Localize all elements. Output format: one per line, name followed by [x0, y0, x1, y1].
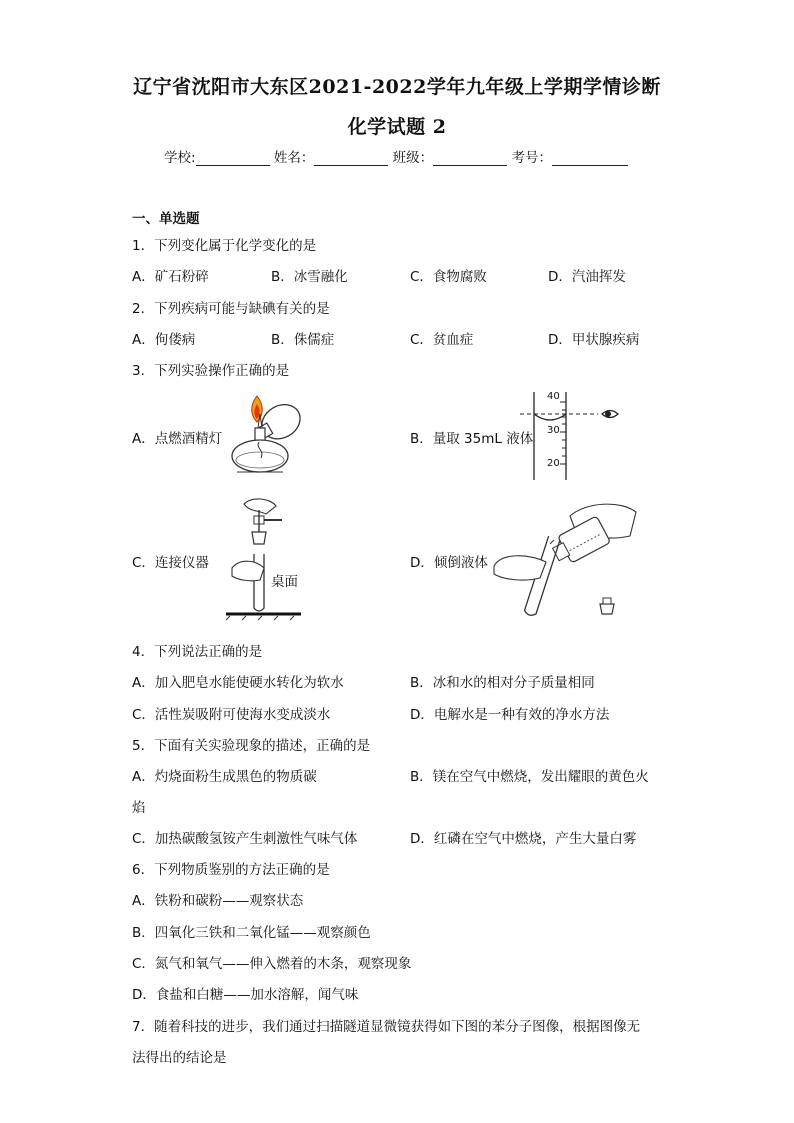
- connect-apparatus-figure: [226, 496, 301, 620]
- q2-stem: 2．下列疾病可能与缺碘有关的是: [132, 301, 330, 317]
- alcohol-lamp-figure: [225, 388, 310, 476]
- class-label: 班级：: [392, 150, 434, 166]
- cylinder-mark-40: 40: [547, 391, 560, 402]
- q4-option-c: C．活性炭吸附可使海水变成淡水: [132, 707, 331, 723]
- q2-option-a: A．佝偻病: [132, 332, 196, 348]
- q6-option-a: A．铁粉和碳粉——观察状态: [132, 893, 304, 909]
- q5-option-a: A．灼烧面粉生成黑色的物质碳: [132, 769, 317, 785]
- q6-option-c: C．氮气和氧气——伸入燃着的木条，观察现象: [132, 956, 412, 972]
- q3-option-c: C．连接仪器: [132, 555, 209, 571]
- q4-option-b: B．冰和水的相对分子质量相同: [410, 675, 595, 691]
- exam-no-blank[interactable]: [552, 151, 628, 166]
- q3-option-b: B．量取 35mL 液体: [410, 431, 534, 447]
- name-label: 姓名：: [273, 150, 315, 166]
- desk-label: 桌面: [271, 574, 298, 590]
- q4-option-a: A．加入肥皂水能使硬水转化为软水: [132, 675, 344, 691]
- q5-stem: 5．下面有关实验现象的描述，正确的是: [132, 738, 371, 754]
- pour-liquid-figure: [490, 496, 640, 622]
- q3-stem: 3．下列实验操作正确的是: [132, 363, 290, 379]
- q6-option-d: D．食盐和白糖——加水溶解，闻气味: [132, 987, 359, 1003]
- q2-option-d: D．甲状腺疾病: [548, 332, 640, 348]
- q2-option-c: C．贫血症: [410, 332, 474, 348]
- page-subtitle: 化学试题 2: [347, 116, 447, 138]
- student-info-row: [164, 146, 628, 166]
- page-title: 辽宁省沈阳市大东区2021-2022学年九年级上学期学情诊断: [133, 76, 661, 98]
- name-blank[interactable]: [314, 151, 388, 166]
- q1-option-b: B．冰雪融化: [271, 269, 348, 285]
- q6-option-b: B．四氧化三铁和二氧化锰——观察颜色: [132, 925, 371, 941]
- q3-option-d: D．倾倒液体: [410, 555, 488, 571]
- exam-no-label: 考号：: [511, 150, 552, 166]
- q1-option-c: C．食物腐败: [410, 269, 487, 285]
- school-label: 学校:: [164, 150, 196, 166]
- q5-option-b-wrap: 焰: [132, 800, 146, 816]
- q5-option-d: D．红磷在空气中燃烧，产生大量白雾: [410, 831, 637, 847]
- q1-stem: 1．下列变化属于化学变化的是: [132, 238, 317, 254]
- section-title: 一、单选题: [132, 211, 200, 227]
- q1-option-d: D．汽油挥发: [548, 269, 626, 285]
- q3-option-a: A．点燃酒精灯: [132, 431, 223, 447]
- q4-option-d: D．电解水是一种有效的净水方法: [410, 707, 610, 723]
- q1-option-a: A．矿石粉碎: [132, 269, 209, 285]
- q5-option-c: C．加热碳酸氢铵产生刺激性气味气体: [132, 831, 358, 847]
- measuring-cylinder-figure: [520, 388, 635, 483]
- q7-stem-line2: 法得出的结论是: [132, 1050, 227, 1066]
- q6-stem: 6．下列物质鉴别的方法正确的是: [132, 862, 330, 878]
- q2-option-b: B．侏儒症: [271, 332, 335, 348]
- cylinder-mark-30: 30: [547, 425, 560, 436]
- class-blank[interactable]: [433, 151, 507, 166]
- q5-option-b: B．镁在空气中燃烧，发出耀眼的黄色火: [410, 769, 649, 785]
- q4-stem: 4．下列说法正确的是: [132, 644, 263, 660]
- q7-stem-line1: 7．随着科技的进步，我们通过扫描隧道显微镜获得如下图的苯分子图像，根据图像无: [132, 1019, 641, 1035]
- cylinder-mark-20: 20: [547, 458, 560, 469]
- school-blank[interactable]: [196, 151, 270, 166]
